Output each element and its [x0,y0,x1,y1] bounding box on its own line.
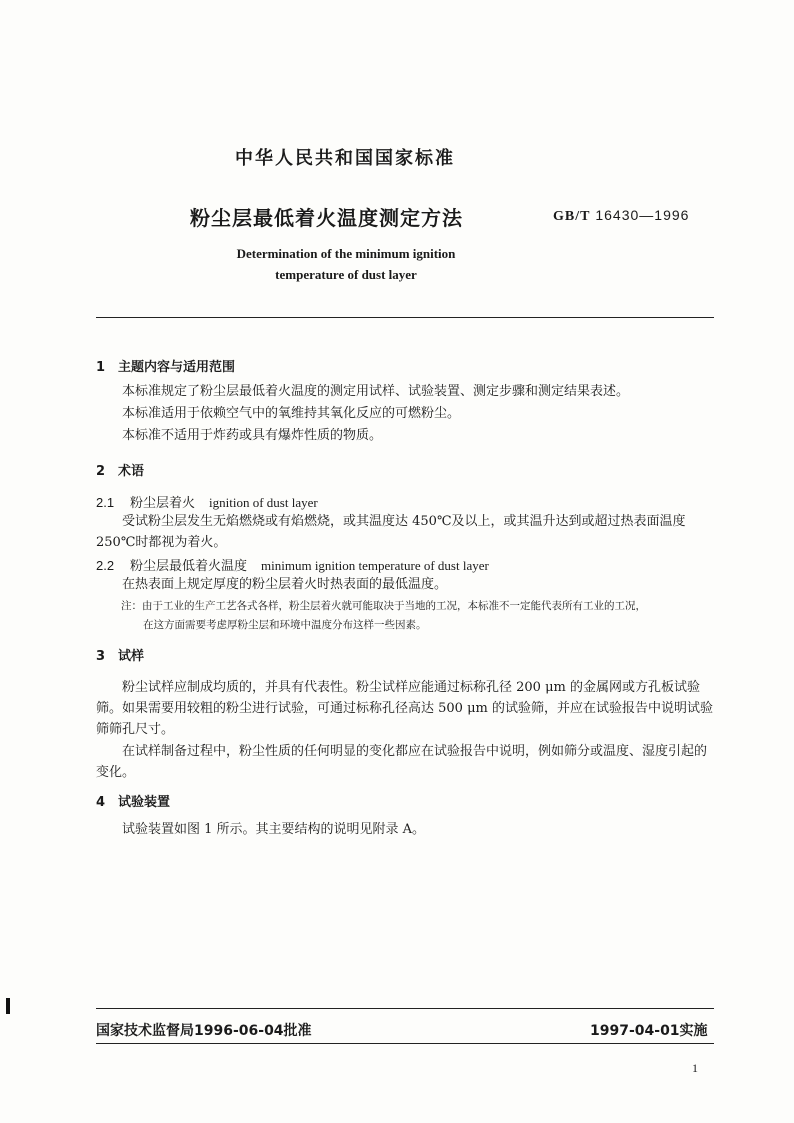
section-1-heading [96,356,235,375]
standard-code-number: 16430—1996 [595,207,690,223]
section-number: 4 [96,795,106,810]
section-1-paragraph-2: 本标准适用于依赖空气中的氧维持其氧化反应的可燃粉尘。 [122,406,461,421]
standard-org-title: 中华人民共和国国家标准 [235,148,455,169]
term-2-2-definition: 在热表面上规定厚度的粉尘层着火时热表面的最低温度。 [122,577,448,592]
section-4-paragraph-1: 试验装置如图 1 所示。其主要结构的说明见附录 A。 [122,822,426,837]
effective-date: 1997-04-01实施 [590,1023,708,1039]
standard-code-prefix: GB/T [553,209,591,224]
section-3-paragraph-1: 粉尘试样应制成均质的，并具有代表性。粉尘试样应能通过标称孔径 200 μm 的金属网或方孔板试验筛。如果需要用较粗的粉尘进行试验，可通过标称孔径高达 500 μm 的试验筛，并应在试验报告中说明试验筛筛孔尺寸。 [96,680,713,737]
section-title: 主题内容与适用范围 [118,360,236,375]
section-4-heading [96,791,170,810]
section-1-paragraph-1: 本标准规定了粉尘层最低着火温度的测定用试样、试验装置、测定步骤和测定结果表述。 [122,384,630,399]
section-number: 3 [96,649,106,664]
section-number: 1 [96,360,106,375]
term-cn: 粉尘层着火 [130,496,196,511]
section-1-paragraph-3: 本标准不适用于炸药或具有爆炸性质的物质。 [122,428,383,443]
term-2-1 [96,492,318,511]
section-title: 试样 [118,649,145,664]
section-2-heading [96,460,144,479]
section-3-heading [96,645,144,664]
term-en: minimum ignition temperature of dust layer [261,558,489,573]
english-title-line2: temperature of dust layer [275,267,417,282]
note [121,597,721,635]
term-number: 2.1 [96,495,115,510]
section-3-paragraph-2: 在试样制备过程中，粉尘性质的任何明显的变化都应在试验报告中说明，例如筛分或温度、湿度引起的变化。 [96,744,708,780]
note-line-2: 在这方面需要考虑厚粉尘层和环境中温度分布这样一些因素。 [143,619,427,631]
section-number: 2 [96,464,106,479]
term-cn: 粉尘层最低着火温度 [130,559,248,574]
approval-date: 国家技术监督局1996-06-04批准 [96,1023,312,1039]
term-number: 2.2 [96,558,115,573]
term-2-2 [96,555,489,574]
footer-rule [96,1008,714,1009]
header-rule [96,317,714,318]
footer-rule-bottom [96,1043,714,1044]
section-title: 术语 [118,464,145,479]
page-number: 1 [692,1061,698,1075]
standard-code [553,207,689,225]
term-en: ignition of dust layer [209,495,318,510]
scan-mark [6,998,10,1014]
english-title-line1: Determination of the minimum ignition [236,246,456,261]
term-2-1-definition: 受试粉尘层发生无焰燃烧或有焰燃烧，或其温度达 450℃及以上，或其温升达到或超过热表面温度 250℃时都视为着火。 [96,514,686,550]
document-title: 粉尘层最低着火温度测定方法 [190,206,463,230]
note-line-1: 注：由于工业的生产工艺各式各样，粉尘层着火就可能取决于当地的工况，本标准不一定能代表所有工业的工况， [121,600,646,612]
section-title: 试验装置 [118,795,171,810]
